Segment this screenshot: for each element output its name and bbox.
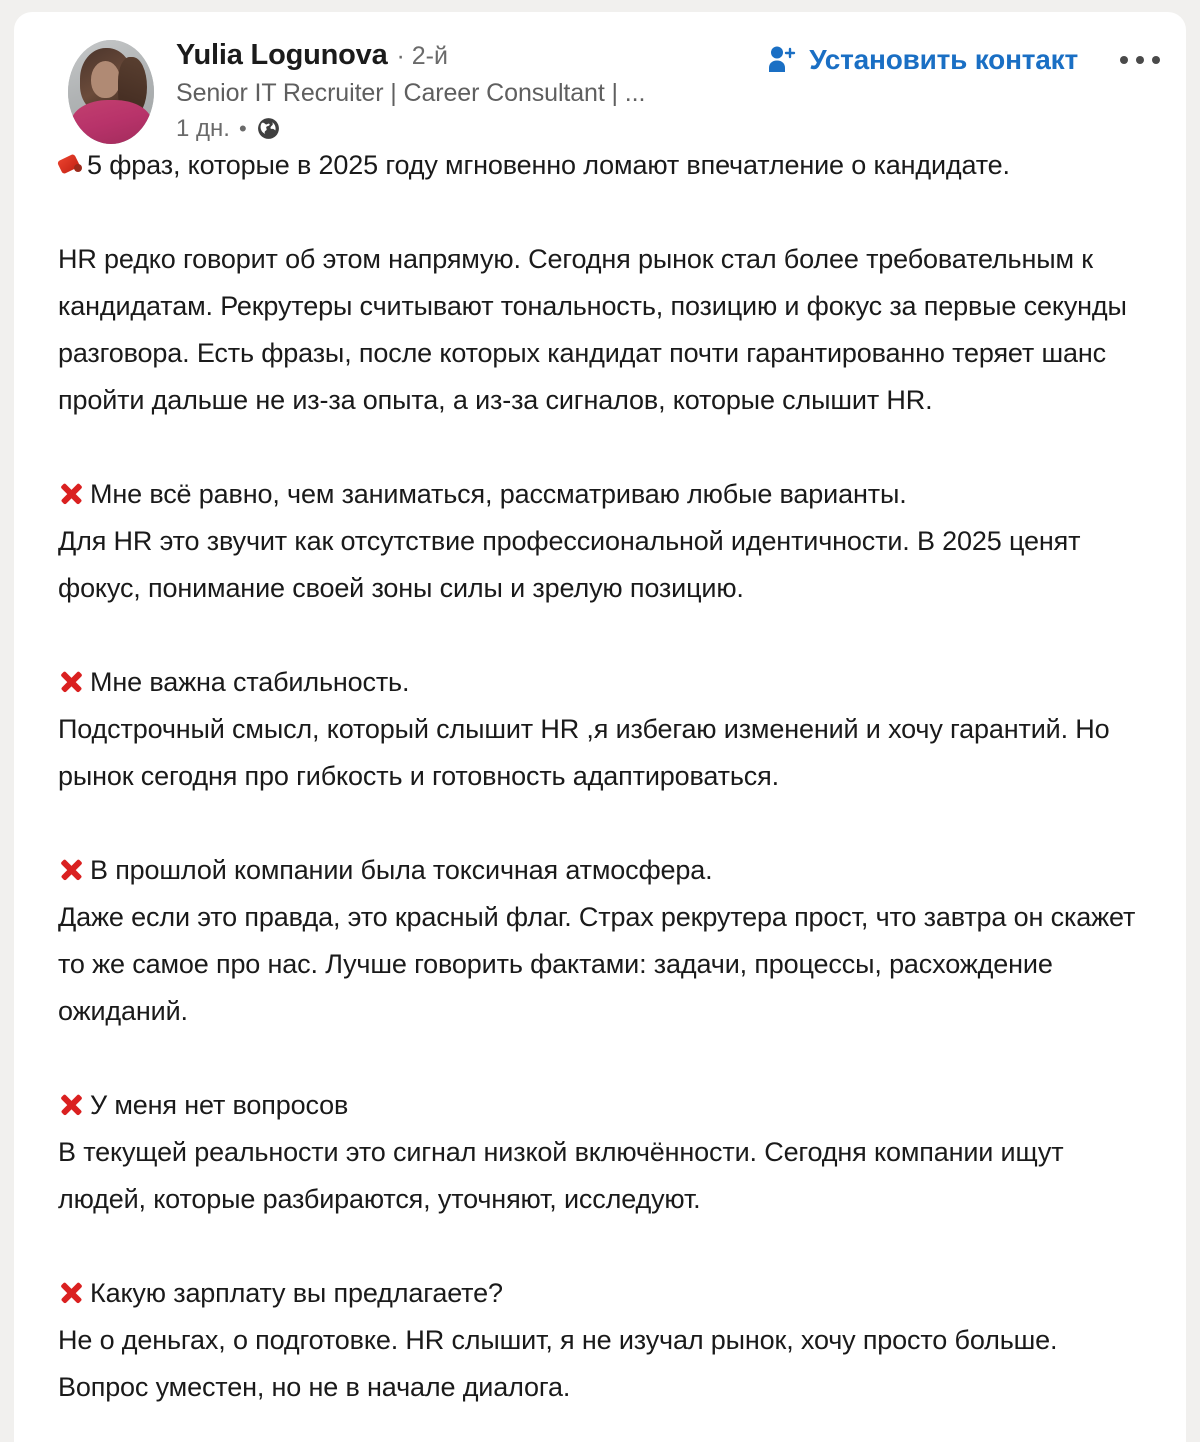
post-item-explanation: Даже если это правда, это красный флаг. Страх рекрутера прост, что завтра он скажет то же самое про нас. Лучше говорить фактами: задачи, процессы, расхождение ожиданий.	[58, 902, 1136, 1026]
post-item-explanation: Для HR это звучит как отсутствие профессиональной идентичности. В 2025 ценят фокус, понимание своей зоны силы и зрелую позицию.	[58, 526, 1081, 603]
post-item	[58, 659, 1142, 800]
post-item-phrase-text: Какую зарплату вы предлагаете?	[90, 1278, 503, 1308]
cross-mark-icon	[58, 856, 85, 883]
post-overflow-menu-button[interactable]	[1116, 50, 1164, 70]
post-item-phrase-text: У меня нет вопросов	[90, 1090, 349, 1120]
avatar-torso	[71, 100, 152, 144]
ellipsis-icon-dot	[1152, 56, 1160, 64]
person-add-icon	[766, 44, 796, 76]
post-item-phrase-text: В прошлой компании была токсичная атмосфера.	[90, 855, 713, 885]
paragraph-spacer	[58, 612, 1142, 659]
author-name[interactable]: Yulia Logunova	[176, 39, 388, 71]
post-intro: HR редко говорит об этом напрямую. Сегодня рынок стал более требовательным к кандидатам. Рекрутеры считывают тональность, позицию и фокус за первые секунды разговора. Есть фразы, после которых кандидат почти гарантированно теряет шанс пройти дальше не из-за опыта, а из-за сигналов, которые слышит HR.	[58, 244, 1127, 415]
paragraph-spacer	[58, 800, 1142, 847]
cross-mark-icon	[58, 1091, 85, 1118]
avatar-face	[91, 61, 120, 98]
post-title	[58, 142, 1142, 189]
meta-separator: •	[238, 115, 247, 141]
post-item-phrase	[58, 847, 1142, 894]
post-item	[58, 1270, 1142, 1411]
paragraph-spacer	[58, 189, 1142, 236]
header-actions	[762, 42, 1164, 78]
ellipsis-icon-dot	[1136, 56, 1144, 64]
connection-degree: · 2-й	[396, 42, 448, 70]
avatar[interactable]	[68, 40, 154, 144]
cross-mark-icon	[58, 480, 85, 507]
author-headline: Senior IT Recruiter | Career Consultant | ...	[176, 78, 646, 107]
post-item-phrase	[58, 471, 1142, 518]
post-item-explanation: В текущей реальности это сигнал низкой включённости. Сегодня компании ищут людей, которые разбираются, уточняют, исследуют.	[58, 1137, 1064, 1214]
post-item	[58, 847, 1142, 1035]
post-item-phrase	[58, 1082, 1142, 1129]
connect-button[interactable]	[762, 42, 1082, 78]
post-item	[58, 471, 1142, 612]
paragraph-spacer	[58, 1035, 1142, 1082]
post-card	[14, 12, 1186, 1442]
post-timestamp: 1 дн.	[176, 114, 230, 142]
lipstick-emoji	[58, 152, 84, 178]
ellipsis-icon-dot	[1120, 56, 1128, 64]
post-item-phrase	[58, 1270, 1142, 1317]
connect-button-label: Установить контакт	[809, 44, 1078, 75]
post-item-phrase	[58, 659, 1142, 706]
post-item-explanation: Не о деньгах, о подготовке. HR слышит, я не изучал рынок, хочу просто больше. Вопрос уместен, но не в начале диалога.	[58, 1325, 1058, 1402]
post-title-text: 5 фраз, которые в 2025 году мгновенно ломают впечатление о кандидате.	[87, 150, 1010, 180]
post-meta	[176, 115, 1160, 143]
paragraph-spacer	[58, 424, 1142, 471]
post-item-explanation: Подстрочный смысл, который слышит HR ,я избегаю изменений и хочу гарантий. Но рынок сегодня про гибкость и готовность адаптироваться.	[58, 714, 1110, 791]
globe-icon	[256, 116, 281, 141]
cross-mark-icon	[58, 668, 85, 695]
paragraph-spacer	[58, 1223, 1142, 1270]
post-body	[14, 142, 1186, 1411]
post-item-phrase-text: Мне всё равно, чем заниматься, рассматриваю любые варианты.	[90, 479, 907, 509]
post-header	[14, 12, 1186, 142]
post-item-phrase-text: Мне важна стабильность.	[90, 667, 410, 697]
post-item	[58, 1082, 1142, 1223]
cross-mark-icon	[58, 1279, 85, 1306]
